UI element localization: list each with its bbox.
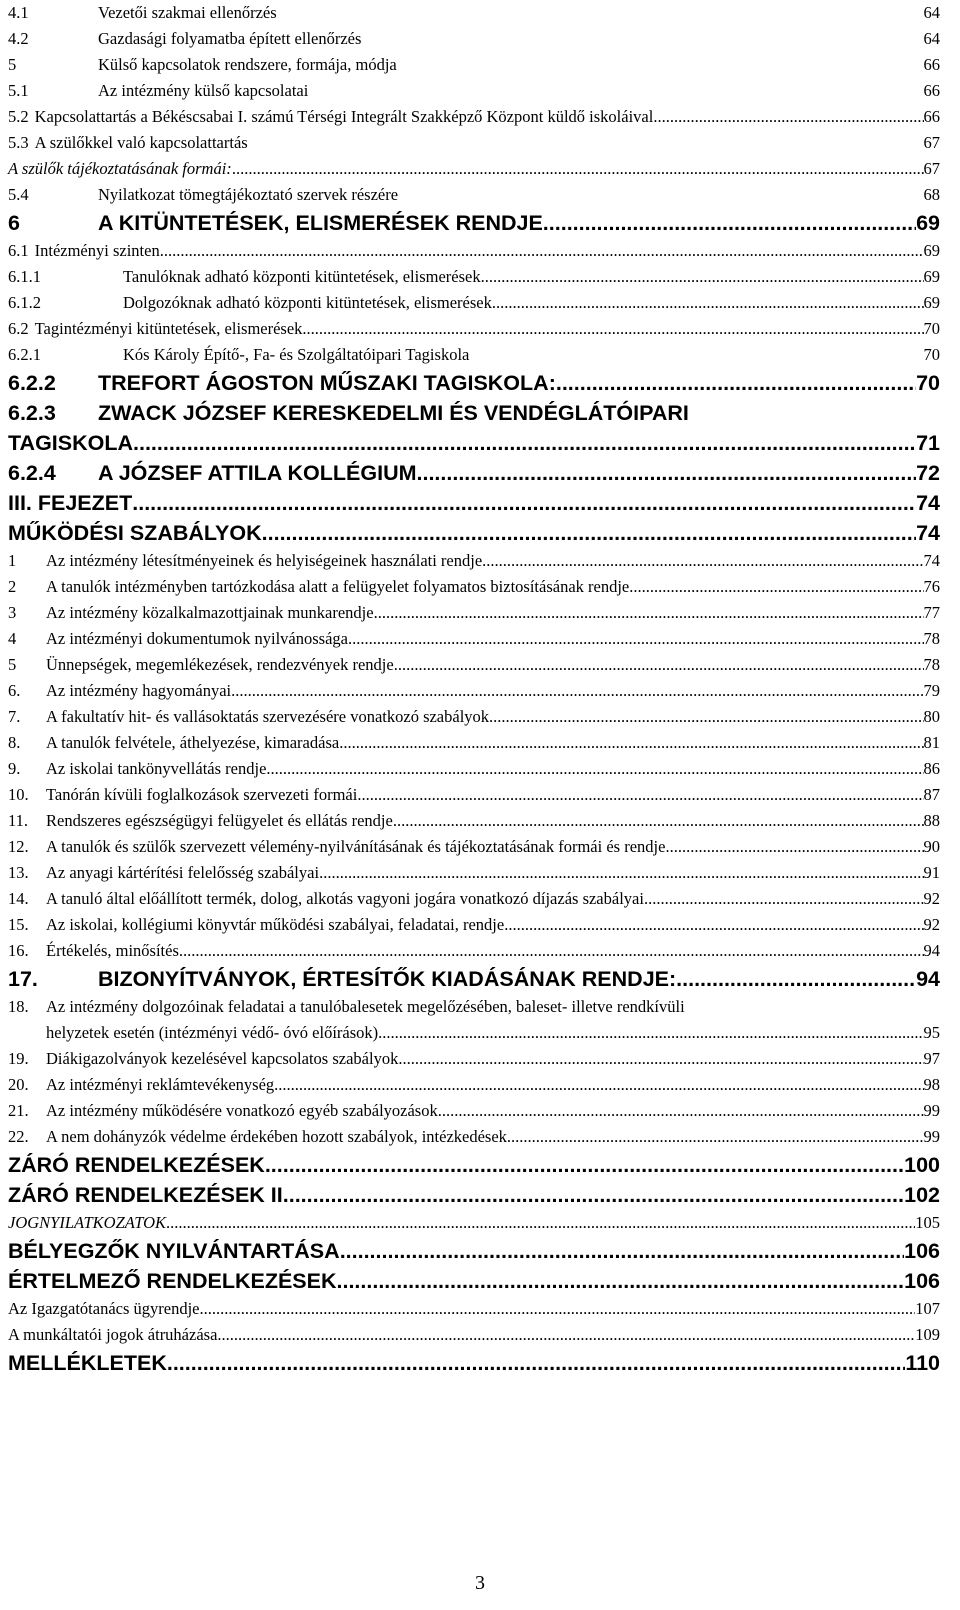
toc-entry[interactable] [8,1180,940,1210]
entry-title: Az anyagi kártérítési felelősség szabályai [46,863,320,882]
toc-entry[interactable] [8,104,940,130]
entry-page: 69 [923,293,940,312]
entry-title: A tanulók felvétele, áthelyezése, kimaradása [46,733,340,752]
entry-number: 11. [8,811,29,830]
entry-page: 88 [923,811,940,830]
toc-entry[interactable] [8,238,940,264]
entry-number: 5 [8,655,17,674]
dot-leader [167,1348,905,1378]
entry-page: 64 [923,29,940,48]
toc-entry[interactable] [8,1046,940,1072]
dot-leader [231,678,923,704]
entry-page: 87 [923,785,940,804]
entry-title: A szülők tájékoztatásának formái: [8,159,232,178]
dot-leader [339,730,923,756]
entry-title: Az intézmény létesítményeinek és helyiségeinek használati rendje [46,551,483,570]
entry-title: A tanuló által előállított termék, dolog, alkotás vagyoni jogára vonatkozó díjazás szabályai [46,889,644,908]
entry-number: 6.2.4 [8,461,56,485]
entry-title: Külső kapcsolatok rendszere, formája, módja [98,55,397,74]
dot-leader [378,1020,923,1046]
entry-title: Rendszeres egészségügyi felügyelet és ellátás rendje [46,811,393,830]
toc-entry[interactable] [8,834,940,860]
entry-page: 74 [923,551,940,570]
entry-number: 22. [8,1127,29,1146]
entry-number: 8. [8,733,21,752]
toc-entry[interactable] [8,782,940,808]
toc-entry[interactable] [8,1210,940,1236]
entry-number: 13. [8,863,29,882]
entry-page: 95 [923,1023,940,1042]
entry-page: 99 [923,1127,940,1146]
entry-number: 17. [8,967,38,991]
entry-title: Tagintézményi kitüntetések, elismerések [34,319,303,338]
entry-title: ZWACK JÓZSEF KERESKEDELMI ÉS VENDÉGLÁTÓIPARI [98,401,689,425]
entry-number: 21. [8,1101,29,1120]
entry-page: 105 [915,1213,940,1232]
dot-leader [481,264,924,290]
entry-page: 70 [923,345,940,364]
table-of-contents [8,0,940,1378]
entry-page: 106 [904,1239,940,1263]
entry-title: A fakultatív hit- és vallásoktatás szervezésére vonatkozó szabályok [46,707,490,726]
dot-leader [417,458,917,488]
entry-page: 98 [923,1075,940,1094]
entry-page: 81 [923,733,940,752]
entry-number: 4 [8,629,17,648]
entry-number: 5.3 [8,133,29,152]
entry-title: Az intézmény külső kapcsolatai [98,81,309,100]
toc-entry[interactable] [8,1348,940,1378]
toc-entry[interactable] [8,1236,940,1266]
dot-leader [438,1098,924,1124]
toc-entry[interactable] [8,626,940,652]
toc-entry[interactable] [8,574,940,600]
entry-title: Diákigazolványok kezelésével kapcsolatos szabályok [46,1049,399,1068]
entry-title: MELLÉKLETEK [8,1351,167,1375]
entry-page: 92 [923,915,940,934]
dot-leader [289,1180,904,1210]
toc-entry[interactable] [8,78,940,104]
dot-leader [504,912,923,938]
entry-title: ZÁRÓ RENDELKEZÉSEK [8,1153,265,1177]
dot-leader [200,1296,916,1322]
entry-page: 67 [923,159,940,178]
dot-leader [489,704,923,730]
toc-entry[interactable] [8,756,940,782]
dot-leader [394,652,924,678]
entry-page: 70 [923,319,940,338]
entry-number: 9. [8,759,21,778]
toc-entry[interactable] [8,156,940,182]
entry-page: 64 [923,3,940,22]
entry-title: A munkáltatói jogok átruházása [8,1325,218,1344]
dot-leader [217,1322,915,1348]
dot-leader [507,1124,924,1150]
toc-entry[interactable] [8,1150,940,1180]
toc-entry[interactable] [8,1124,940,1150]
dot-leader [232,156,924,182]
entry-title: Dolgozóknak adható központi kitüntetések, elismerések [123,293,492,312]
toc-entry[interactable] [8,886,940,912]
toc-entry[interactable] [8,808,940,834]
toc-entry[interactable] [8,518,940,548]
dot-leader [262,518,916,548]
toc-entry[interactable] [8,704,940,730]
entry-page: 80 [923,707,940,726]
toc-entry[interactable] [8,994,940,1046]
toc-entry[interactable] [8,1322,940,1348]
entry-page: 66 [923,55,940,74]
toc-entry[interactable] [8,316,940,342]
entry-title: Nyilatkozat tömegtájékoztató szervek részére [98,185,399,204]
entry-page: 91 [923,863,940,882]
entry-number: 20. [8,1075,29,1094]
entry-page: 76 [923,577,940,596]
toc-entry[interactable] [8,488,940,518]
toc-entry[interactable] [8,730,940,756]
toc-entry[interactable] [8,938,940,964]
entry-title: ÉRTELMEZŐ RENDELKEZÉSEK [8,1269,337,1293]
toc-entry[interactable] [8,368,940,398]
entry-number: 6.2.3 [8,401,56,425]
dot-leader [676,964,916,994]
entry-number: 6.1 [8,241,29,260]
toc-entry[interactable] [8,130,940,156]
entry-number: 5.4 [8,185,29,204]
entry-title: Az intézményi reklámtevékenység [46,1075,275,1094]
entry-title: Az Igazgatótanács ügyrendje [8,1299,200,1318]
entry-number: 19. [8,1049,29,1068]
entry-number: 2 [8,577,17,596]
entry-page: 94 [916,967,940,991]
entry-page: 94 [923,941,940,960]
entry-page: 97 [923,1049,940,1068]
dot-leader [357,782,923,808]
toc-entry[interactable] [8,1296,940,1322]
toc-entry[interactable] [8,398,940,458]
entry-number: 6 [8,211,20,235]
entry-number: 6.2 [8,319,29,338]
toc-entry[interactable] [8,342,940,368]
dot-leader [556,368,916,398]
dot-leader [653,104,923,130]
toc-entry[interactable] [8,52,940,78]
toc-entry[interactable] [8,208,940,238]
dot-leader [348,626,924,652]
entry-title: A KITÜNTETÉSEK, ELISMERÉSEK RENDJE [98,211,543,235]
entry-page: 86 [923,759,940,778]
toc-entry[interactable] [8,1266,940,1296]
entry-page: 110 [905,1351,940,1375]
toc-entry[interactable] [8,182,940,208]
entry-title-continued: helyzetek esetén (intézményi védő- óvó előírások) [46,1023,379,1042]
entry-title: BÉLYEGZŐK NYILVÁNTARTÁSA [8,1239,340,1263]
entry-number: 5.1 [8,81,29,100]
entry-title: MŰKÖDÉSI SZABÁLYOK [8,521,262,545]
entry-title: BIZONYÍTVÁNYOK, ÉRTESÍTŐK KIADÁSÁNAK RENDJE: [98,967,677,991]
entry-page: 78 [923,629,940,648]
dot-leader [266,756,923,782]
toc-entry[interactable] [8,458,940,488]
entry-title: JOGNYILATKOZATOK [8,1213,167,1232]
dot-leader [393,808,924,834]
entry-title: Ünnepségek, megemlékezések, rendezvények rendje [46,655,394,674]
entry-number: 12. [8,837,29,856]
dot-leader [302,316,923,342]
entry-title: Az intézmény dolgozóinak feladatai a tanulóbalesetek megelőzésében, baleset- illetve rendkívüli [46,997,685,1016]
entry-page: 78 [923,655,940,674]
entry-number: 6.2.1 [8,345,41,364]
entry-page: 67 [923,133,940,152]
entry-title: Gazdasági folyamatba épített ellenőrzés [98,29,362,48]
entry-number: 7. [8,707,21,726]
entry-page: 68 [923,185,940,204]
entry-title: Tanulóknak adható központi kitüntetések, elismerések [123,267,481,286]
entry-number: 15. [8,915,29,934]
toc-entry[interactable] [8,26,940,52]
entry-page: 66 [923,107,940,126]
toc-entry[interactable] [8,0,940,26]
entry-page: 70 [916,371,940,395]
entry-number: 14. [8,889,29,908]
dot-leader [482,548,923,574]
entry-number: 18. [8,997,29,1016]
dot-leader [160,238,924,264]
entry-page: 72 [916,461,940,485]
dot-leader [629,574,923,600]
entry-title: TREFORT ÁGOSTON MŰSZAKI TAGISKOLA: [98,371,556,395]
entry-page: 77 [923,603,940,622]
entry-title: Az intézmény hagyományai [46,681,232,700]
entry-title: Értékelés, minősítés [46,941,179,960]
dot-leader [492,290,924,316]
entry-number: 6. [8,681,21,700]
entry-page: 92 [923,889,940,908]
dot-leader [665,834,923,860]
entry-title: Az intézmény közalkalmazottjainak munkarendje [46,603,374,622]
dot-leader [166,1210,915,1236]
entry-title: Kós Károly Építő-, Fa- és Szolgáltatóipari Tagiskola [123,345,470,364]
dot-leader [265,1150,904,1180]
entry-page: 107 [915,1299,940,1318]
dot-leader [179,938,924,964]
entry-page: 74 [916,521,940,545]
entry-title: Az iskolai tankönyvellátás rendje [46,759,267,778]
entry-title: A nem dohányzók védelme érdekében hozott szabályok, intézkedések [46,1127,507,1146]
entry-number: 6.1.1 [8,267,41,286]
entry-number: 6.2.2 [8,371,56,395]
entry-title: Tanórán kívüli foglalkozások szervezeti formái [46,785,358,804]
dot-leader [374,600,924,626]
toc-entry[interactable] [8,860,940,886]
entry-page: 69 [923,267,940,286]
entry-title: Kapcsolattartás a Békéscsabai I. számú Térségi Integrált Szakképző Központ küldő iskoláival [34,107,654,126]
entry-page: 102 [904,1183,940,1207]
entry-title: A szülőkkel való kapcsolattartás [34,133,248,152]
toc-entry[interactable] [8,600,940,626]
toc-entry[interactable] [8,548,940,574]
entry-title: Intézményi szinten [34,241,160,260]
dot-leader [398,1046,923,1072]
dot-leader [340,1236,904,1266]
toc-entry[interactable] [8,290,940,316]
entry-page: 69 [916,211,940,235]
entry-page: 79 [923,681,940,700]
entry-title: ZÁRÓ RENDELKEZÉSEK II. [8,1183,289,1207]
dot-leader [644,886,924,912]
entry-page: 74 [916,491,940,515]
entry-title: A tanulók és szülők szervezett vélemény-nyilvánításának és tájékoztatásának formái és rendje [46,837,666,856]
entry-title: Az iskolai, kollégiumi könyvtár működési szabályai, feladatai, rendje [46,915,505,934]
entry-title: A JÓZSEF ATTILA KOLLÉGIUM [98,461,417,485]
toc-entry[interactable] [8,264,940,290]
entry-page: 71 [916,431,940,455]
entry-page: 69 [923,241,940,260]
toc-entry[interactable] [8,964,940,994]
entry-number: 4.2 [8,29,29,48]
entry-number: 3 [8,603,17,622]
entry-page: 99 [923,1101,940,1120]
entry-page: 109 [915,1325,940,1344]
toc-entry[interactable] [8,912,940,938]
entry-page: 66 [923,81,940,100]
toc-entry[interactable] [8,1098,940,1124]
entry-title-continued: TAGISKOLA [8,431,134,455]
entry-number: 5 [8,55,17,74]
entry-title: Az intézményi dokumentumok nyilvánossága [46,629,348,648]
entry-number: 5.2 [8,107,29,126]
dot-leader [543,208,916,238]
dot-leader [319,860,923,886]
entry-page: 100 [904,1153,940,1177]
entry-page: 90 [923,837,940,856]
dot-leader [132,488,916,518]
entry-number: 10. [8,785,29,804]
entry-title: III. FEJEZET [8,491,133,515]
entry-number: 16. [8,941,29,960]
entry-number: 4.1 [8,3,29,22]
dot-leader [274,1072,923,1098]
toc-entry[interactable] [8,678,940,704]
dot-leader [337,1266,905,1296]
dot-leader [133,428,916,458]
entry-title: Vezetői szakmai ellenőrzés [98,3,277,22]
entry-title: A tanulók intézményben tartózkodása alatt a felügyelet folyamatos biztosításának rendje [46,577,630,596]
toc-entry[interactable] [8,652,940,678]
entry-title: Az intézmény működésére vonatkozó egyéb szabályozások [46,1101,438,1120]
toc-entry[interactable] [8,1072,940,1098]
entry-number: 1 [8,551,17,570]
page-number: 3 [475,1572,485,1594]
entry-number: 6.1.2 [8,293,41,312]
entry-page: 106 [904,1269,940,1293]
